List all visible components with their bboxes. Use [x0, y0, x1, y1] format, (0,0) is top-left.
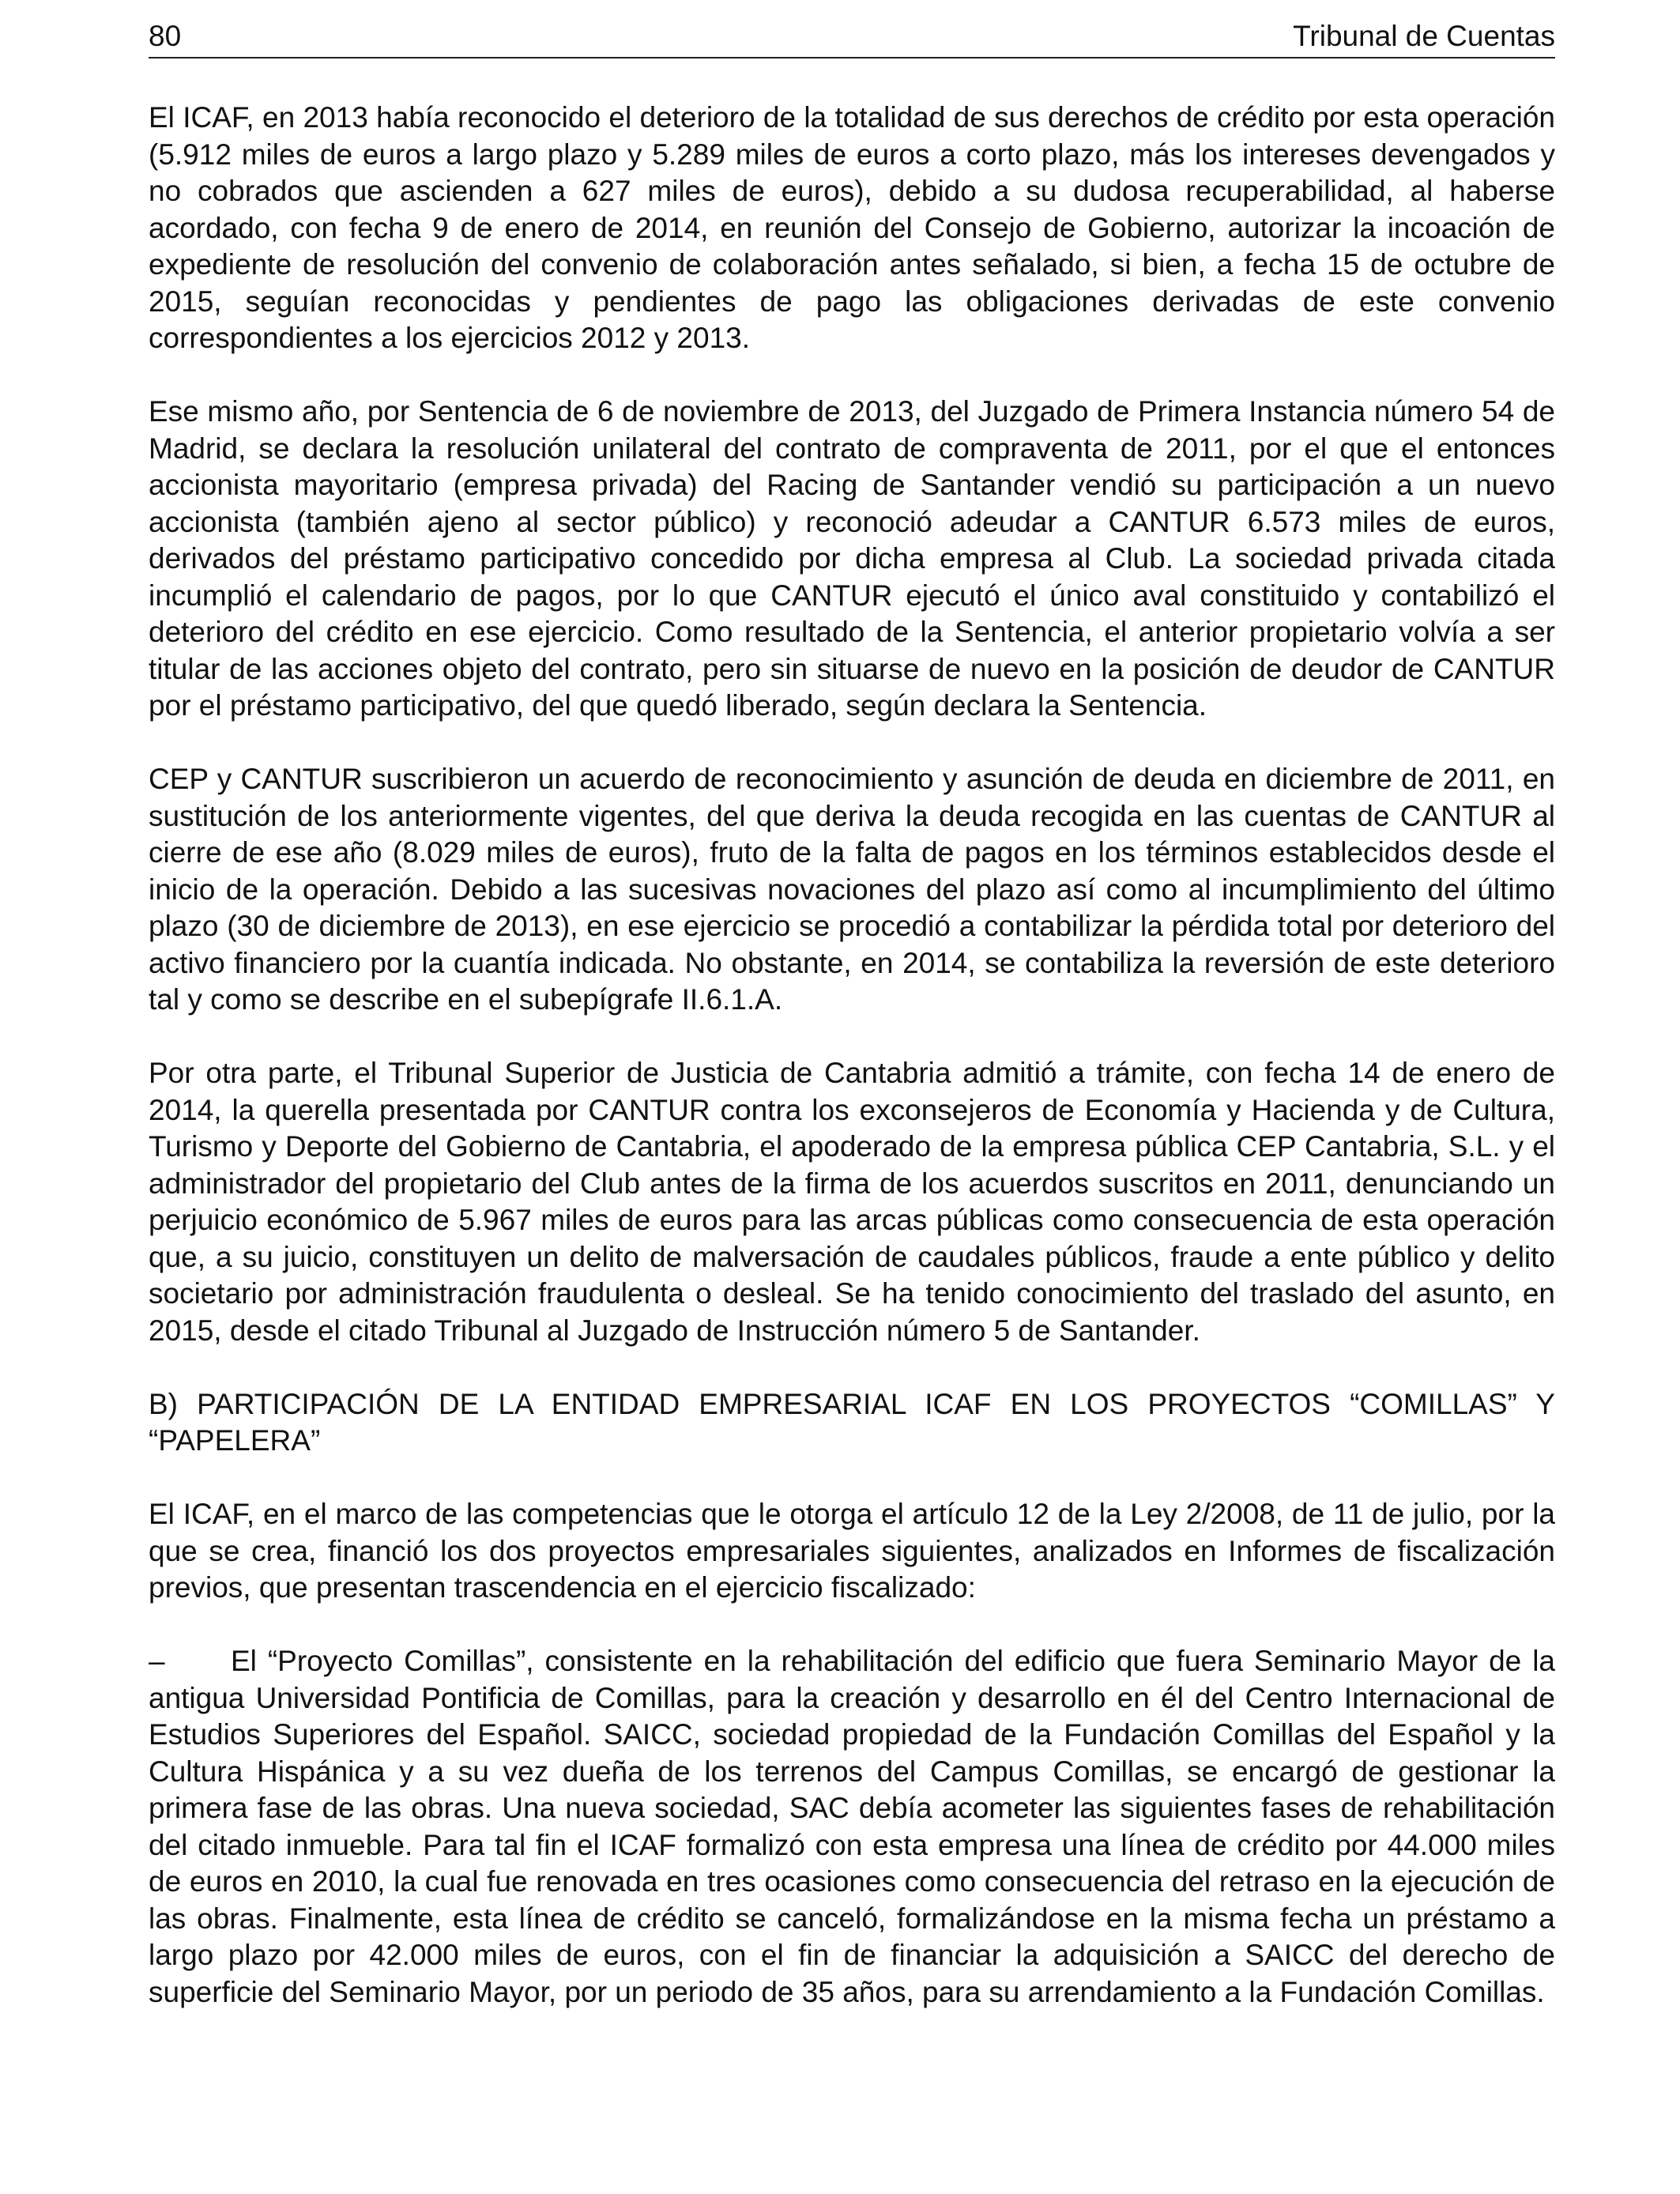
intro-paragraph: El ICAF, en el marco de las competencias que le otorga el artículo 12 de la Ley 2/2008, de 11 de julio, por la que se crea, financió los dos proyectos empresariales siguientes, analizados en Informes de fiscalización previos, que presentan trascendencia en el ejercicio fiscalizado: — [149, 1498, 1555, 1604]
page-number: 80 — [149, 20, 182, 52]
list-item-text: El “Proyecto Comillas”, consistente en la rehabilitación del edificio que fuera Seminario Mayor de la antigua Universidad Pontificia de Comillas, para la creación y desarrollo en él del Centro Internacional de Estudios Superiores del Español. SAICC, sociedad propiedad de la Fundación Comillas del Español y la Cultura Hispánica y a su vez dueña de los terrenos del Campus Comillas, se encargó de gestionar la primera fase de las obras. Una nueva sociedad, SAC debía acometer las siguientes fases de rehabilitación del citado inmueble. Para tal fin el ICAF formalizó con esta empresa una línea de crédito por 44.000 miles de euros en 2010, la cual fue renovada en tres ocasiones como consecuencia del retraso en la ejecución de las obras. Finalmente, esta línea de crédito se canceló, formalizándose en la misma fecha un préstamo a largo plazo por 42.000 miles de euros, con el fin de financiar la adquisición a SAICC del derecho de superficie del Seminario Mayor, por un periodo de 35 años, para su arrendamiento a la Fundación Comillas. — [149, 1645, 1555, 2008]
paragraph: Ese mismo año, por Sentencia de 6 de noviembre de 2013, del Juzgado de Primera Instancia número 54 de Madrid, se declara la resolución unilateral del contrato de compraventa de 2011, por el que el entonces accionista mayoritario (empresa privada) del Racing de Santander vendió su participación a un nuevo accionista (también ajeno al sector público) y reconoció adeudar a CANTUR 6.573 miles de euros, derivados del préstamo participativo concedido por dicha empresa al Club. La sociedad privada citada incumplió el calendario de pagos, por lo que CANTUR ejecutó el único aval constituido y contabilizó el deterioro del crédito en ese ejercicio. Como resultado de la Sentencia, el anterior propietario volvía a ser titular de las acciones objeto del contrato, pero sin situarse de nuevo en la posición de deudor de CANTUR por el préstamo participativo, del que quedó liberado, según declara la Sentencia. — [149, 395, 1555, 722]
list-item — [149, 1643, 1555, 2011]
running-title: Tribunal de Cuentas — [1293, 20, 1555, 52]
paragraph: CEP y CANTUR suscribieron un acuerdo de reconocimiento y asunción de deuda en diciembre de 2011, en sustitución de los anteriormente vigentes, del que deriva la deuda recogida en las cuentas de CANTUR al cierre de ese año (8.029 miles de euros), fruto de la falta de pagos en los términos establecidos desde el inicio de la operación. Debido a las sucesivas novaciones del plazo así como al incumplimiento del último plazo (30 de diciembre de 2013), en ese ejercicio se procedió a contabilizar la pérdida total por deterioro del activo financiero por la cuantía indicada. No obstante, en 2014, se contabiliza la reversión de este deterioro tal y como se describe en el subepígrafe II.6.1.A. — [149, 763, 1555, 1016]
page-header — [149, 16, 1555, 58]
paragraph: El ICAF, en 2013 había reconocido el deterioro de la totalidad de sus derechos de crédito por esta operación (5.912 miles de euros a largo plazo y 5.289 miles de euros a corto plazo, más los intereses devengados y no cobrados que ascienden a 627 miles de euros), debido a su dudosa recuperabilidad, al haberse acordado, con fecha 9 de enero de 2014, en reunión del Consejo de Gobierno, autorizar la incoación de expediente de resolución del convenio de colaboración antes señalado, si bien, a fecha 15 de octubre de 2015, seguían reconocidas y pendientes de pago las obligaciones derivadas de este convenio correspondientes a los ejercicios 2012 y 2013. — [149, 101, 1555, 354]
section-heading: B) PARTICIPACIÓN DE LA ENTIDAD EMPRESARIAL ICAF EN LOS PROYECTOS “COMILLAS” Y “PAPELERA” — [149, 1387, 1555, 1457]
document-body — [149, 100, 1555, 2011]
paragraph: Por otra parte, el Tribunal Superior de Justicia de Cantabria admitió a trámite, con fecha 14 de enero de 2014, la querella presentada por CANTUR contra los exconsejeros de Economía y Hacienda y de Cultura, Turismo y Deporte del Gobierno de Cantabria, el apoderado de la empresa pública CEP Cantabria, S.L. y el administrador del propietario del Club antes de la firma de los acuerdos suscritos en 2011, denunciando un perjuicio económico de 5.967 miles de euros para las arcas públicas como consecuencia de esta operación que, a su juicio, constituyen un delito de malversación de caudales públicos, fraude a ente público y delito societario por administración fraudulenta o desleal. Se ha tenido conocimiento del traslado del asunto, en 2015, desde el citado Tribunal al Juzgado de Instrucción número 5 de Santander. — [149, 1057, 1555, 1347]
bullet-marker: – — [149, 1645, 165, 1677]
